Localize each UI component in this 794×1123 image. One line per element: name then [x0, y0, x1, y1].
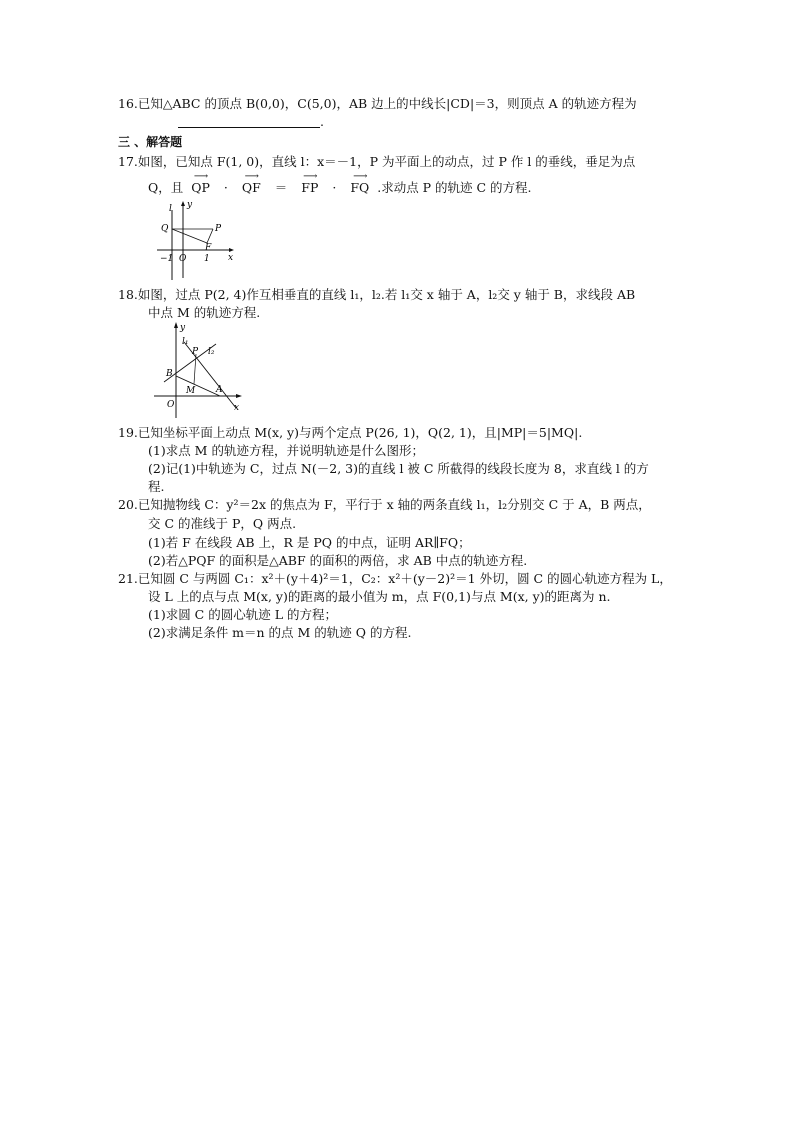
q21-line1: 21.已知圆 C 与两圆 C₁：x²＋(y＋4)²＝1，C₂：x²＋(y－2)²＝1 外切，圆 C 的圆心轨迹方程为 L，: [118, 571, 672, 586]
section-title: 三 、解答题: [118, 135, 183, 149]
fig17-label-q: Q: [161, 224, 169, 234]
fig18-label-m: M: [186, 386, 196, 396]
fig18-label-p: P: [192, 347, 199, 357]
q18-line1: 18.如图，过点 P(2, 4)作互相垂直的直线 l₁，l₂.若 l₁交 x 轴于 A，l₂交 y 轴于 B，求线段 AB: [118, 287, 636, 302]
fig17-label-l: l: [169, 204, 172, 214]
vector-fp: ⟶ FP: [301, 179, 318, 197]
vector-qp: ⟶ QP: [191, 179, 210, 197]
fig18-label-x: x: [234, 403, 240, 413]
q17-line2: [148, 179, 532, 197]
q20-line3: (1)若 F 在线段 AB 上，R 是 PQ 的中点，证明 AR∥FQ；: [148, 535, 471, 550]
fig17-label-o: O: [179, 254, 187, 264]
fig17-label-y: y: [187, 200, 193, 210]
q21-line3: (1)求圆 C 的圆心轨迹 L 的方程；: [148, 607, 337, 622]
fig18-label-a: A: [216, 385, 223, 395]
fig18-label-l1: l₁: [182, 337, 189, 347]
fig17-label-1: 1: [204, 254, 210, 264]
fig17-label-minus1: −1: [160, 254, 174, 264]
q20-line4: (2)若△PQF 的面积是△ABF 的面积的两倍，求 AB 中点的轨迹方程.: [148, 553, 528, 568]
q21-line4: (2)求满足条件 m＝n 的点 M 的轨迹 Q 的方程.: [148, 625, 412, 640]
q21-line2: 设 L 上的点与点 M(x, y)的距离的最小值为 m，点 F(0,1)与点 M(x, y)的距离为 n.: [148, 589, 611, 604]
fig18-label-o: O: [167, 400, 175, 410]
fig17-label-f: F: [205, 243, 212, 253]
fig17-label-x: x: [228, 253, 234, 263]
q20-line2: 交 C 的准线于 P，Q 两点.: [148, 516, 297, 531]
q19-line4: 程.: [148, 479, 165, 494]
q17-pre: Q，且: [148, 180, 184, 195]
q19-line3: (2)记(1)中轨迹为 C，过点 N(－2, 3)的直线 l 被 C 所截得的线段长度为 8，求直线 l 的方: [148, 461, 649, 476]
dot-op: ·: [332, 180, 337, 195]
q19-line1: 19.已知坐标平面上动点 M(x, y)与两个定点 P(26, 1)，Q(2, 1)，且|MP|＝5|MQ|.: [118, 425, 583, 440]
q18-line2: 中点 M 的轨迹方程.: [148, 305, 261, 320]
figure-q18: [150, 318, 246, 424]
fig18-label-l2: l₂: [208, 347, 215, 357]
fig18-label-b: B: [166, 369, 173, 379]
vector-fq: ⟶ FQ: [350, 179, 369, 197]
q16-end: .: [320, 114, 324, 129]
q16-line2: [148, 113, 324, 131]
q19-line2: (1)求点 M 的轨迹方程，并说明轨迹是什么图形；: [148, 443, 424, 458]
fig18-label-y: y: [180, 323, 186, 333]
q20-line1: 20.已知抛物线 C：y²＝2x 的焦点为 F，平行于 x 轴的两条直线 l₁，l₂分别交 C 于 A，B 两点，: [118, 497, 651, 512]
q17-line1: 17.如图，已知点 F(1, 0)，直线 l：x＝－1，P 为平面上的动点，过 P 作 l 的垂线，垂足为点: [118, 154, 636, 169]
figure-q17: [155, 198, 237, 284]
q16-line1: [118, 95, 637, 113]
dot-op: ·: [223, 180, 228, 195]
equals-op: ＝: [274, 180, 288, 195]
q16-text: 16.已知△ABC 的顶点 B(0,0)，C(5,0)，AB 边上的中线长|CD|＝3，则顶点 A 的轨迹方程为: [118, 96, 637, 111]
vector-qf: ⟶ QF: [242, 179, 261, 197]
q17-post: .求动点 P 的轨迹 C 的方程.: [377, 180, 532, 195]
answer-blank: [178, 115, 320, 128]
fig17-label-p: P: [215, 224, 222, 234]
